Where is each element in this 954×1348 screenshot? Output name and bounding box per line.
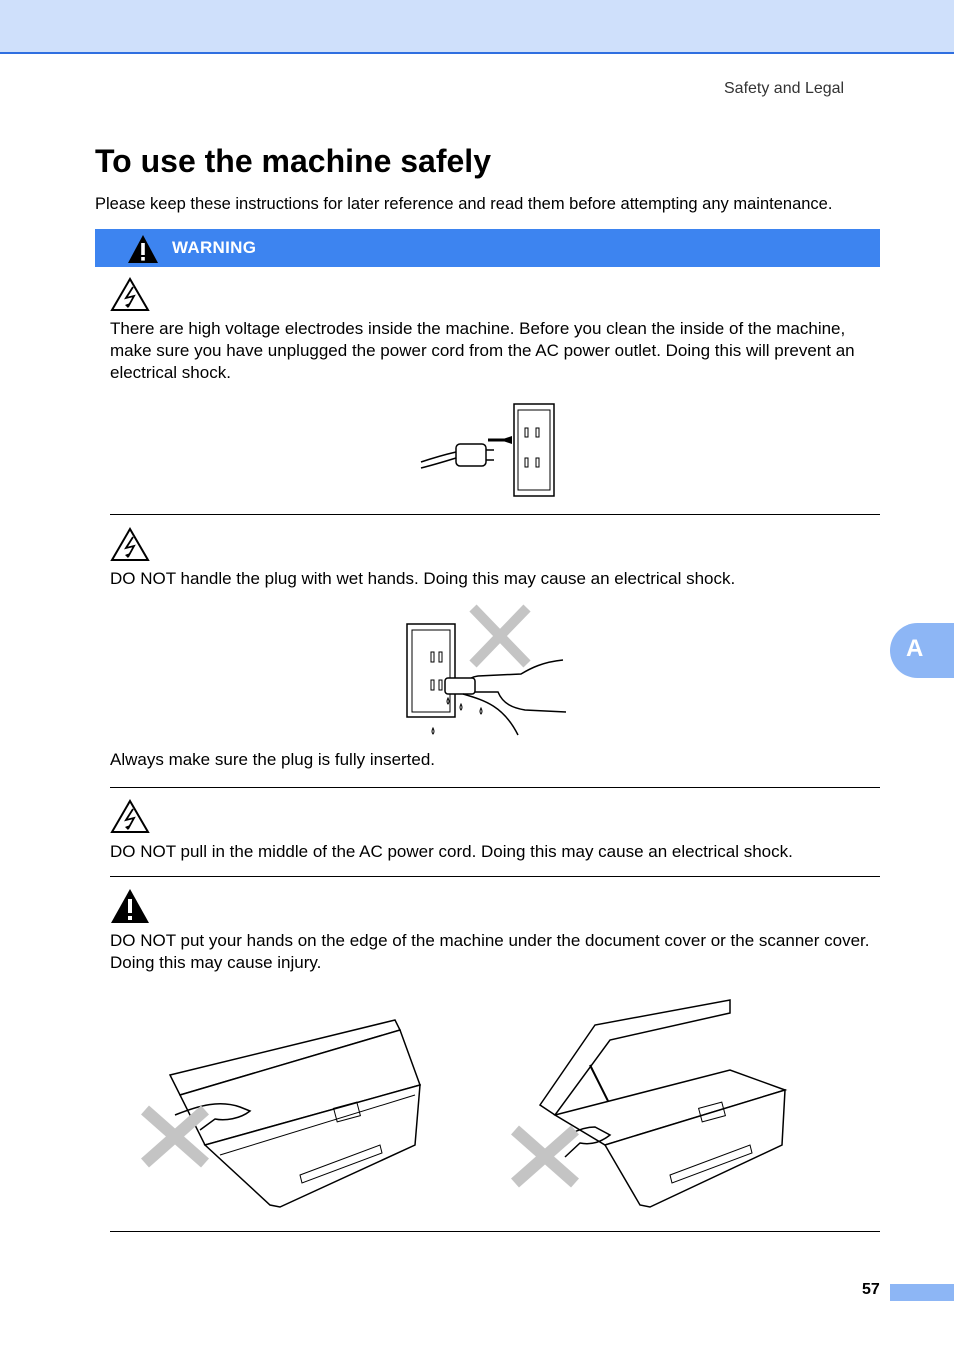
warning-icon	[127, 234, 159, 264]
section-divider	[110, 1231, 880, 1232]
section-divider	[110, 876, 880, 877]
warning-banner	[95, 229, 880, 267]
note-text: Always make sure the plug is fully inserted.	[110, 750, 436, 769]
general-warning-icon	[110, 888, 150, 924]
warning-text: DO NOT handle the plug with wet hands. Doing this may cause an electrical shock.	[110, 569, 736, 588]
intro-text: Please keep these instructions for later reference and read them before attempting any maintenance.	[95, 195, 833, 213]
page-number: 57	[862, 1281, 880, 1298]
electrical-hazard-icon	[110, 277, 150, 312]
machine-closed-cover-illustration	[130, 995, 430, 1215]
electrical-hazard-icon	[110, 799, 150, 834]
section-divider	[110, 787, 880, 788]
warning-text: DO NOT pull in the middle of the AC power cord. Doing this may cause an electrical shock.	[110, 842, 793, 861]
chapter-tab	[890, 623, 954, 678]
unplug-illustration	[418, 400, 558, 500]
page-number-block	[890, 1284, 954, 1301]
prohibited-x-icon	[473, 608, 527, 664]
wet-hands-plug-illustration	[403, 600, 573, 740]
warning-text: DO NOT put your hands on the edge of the machine under the document cover or the scanner cover. Doing this may cause injury.	[110, 931, 870, 972]
header-band	[0, 0, 954, 54]
warning-text: There are high voltage electrodes inside the machine. Before you clean the inside of the machine, make sure you have unplugged the power cord from the AC power outlet. Doing this will prevent an electrical shock.	[110, 319, 855, 382]
electrical-hazard-icon	[110, 527, 150, 562]
page-title: To use the machine safely	[95, 143, 491, 179]
warning-label: WARNING	[172, 238, 257, 257]
section-divider	[110, 514, 880, 515]
chapter-tab-letter: A	[906, 635, 924, 662]
prohibited-x-icon	[145, 1110, 205, 1163]
section-header: Safety and Legal	[724, 80, 845, 97]
machine-open-cover-illustration	[500, 995, 790, 1215]
